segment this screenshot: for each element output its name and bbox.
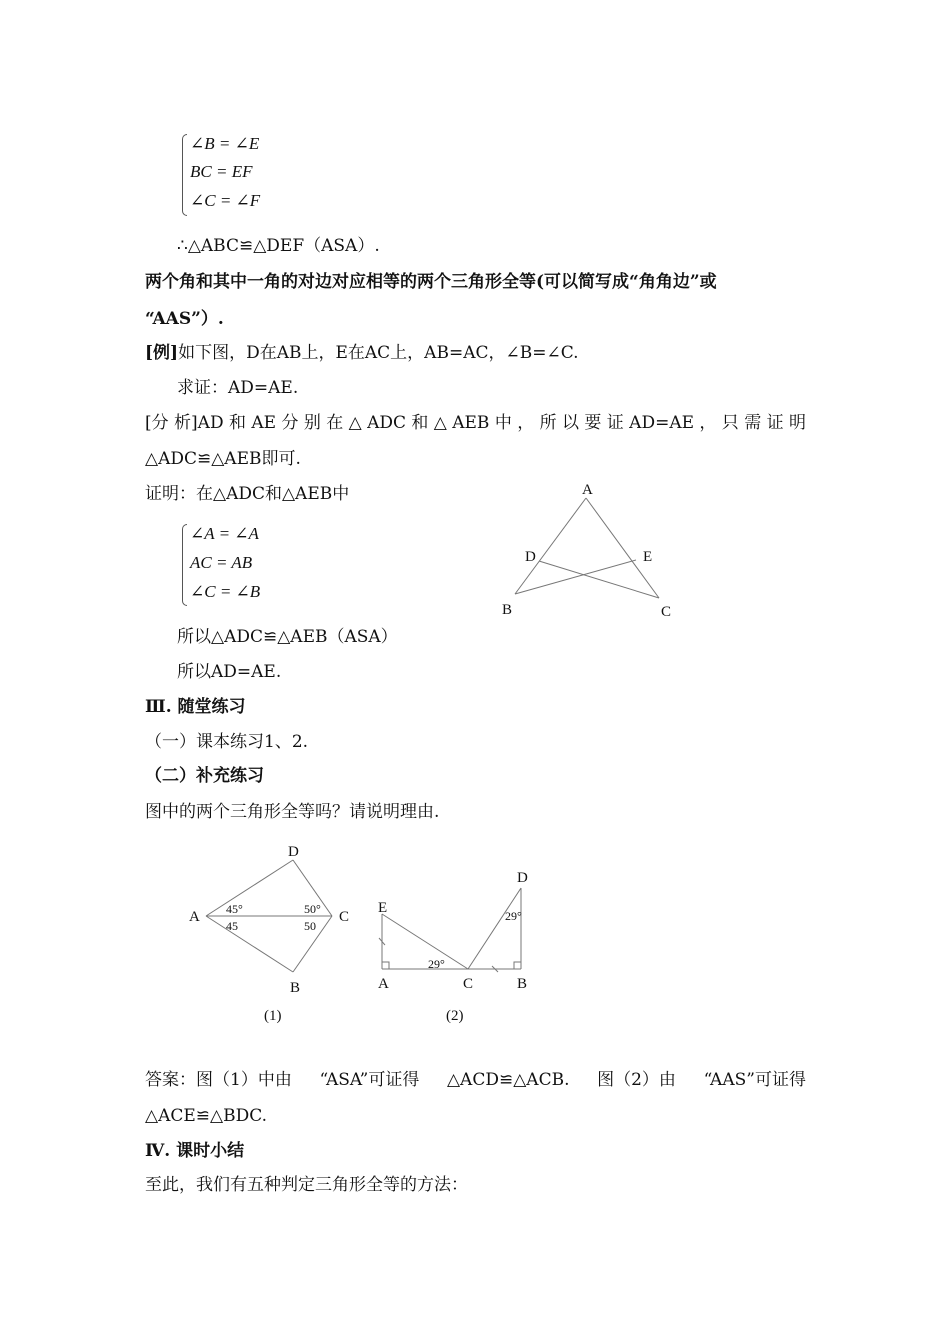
analysis-token: ， [517,413,535,433]
aas-rule-line2: “AAS”）. [145,309,224,329]
equation: ∠C = ∠B [190,582,261,601]
label-c: C [661,604,672,620]
angle-label: 29° [505,909,522,923]
summary-text: 至此，我们有五种判定三角形全等的方法： [145,1175,468,1195]
brace [182,134,187,216]
analysis-token: 明 [788,413,806,433]
practice-item: （一）课本练习1、2. [145,732,309,752]
analysis-token: AEB [452,413,490,433]
figure-caption: (1) [264,1008,282,1024]
example-text: 如下图，D在AB上，E在AC上，AB=AC，∠B=∠C. [178,343,579,363]
equation: ∠A = ∠A [190,524,259,543]
equation: BC = EF [190,162,253,181]
angle-label: 50° [304,902,321,916]
equation: ∠B = ∠E [190,134,260,153]
analysis-token: 别 [303,413,321,433]
aas-rule-line1: 两个角和其中一角的对边对应相等的两个三角形全等(可以简写成“角角边”或 [145,272,717,292]
example-line [145,342,579,364]
equation: AC = AB [190,553,253,572]
proof-conclusion: 所以△ADC≌△AEB（ASA） [177,627,398,647]
answer-line1 [145,1069,806,1091]
question: 图中的两个三角形全等吗？请说明理由. [145,802,440,822]
analysis-token: 只 [721,413,739,433]
answer-segment: “ASA”可证得 [319,1070,420,1090]
analysis-token: △ [433,413,447,433]
right-triangles-figure [370,862,540,1028]
label-b: B [290,980,301,996]
label-e: E [643,549,653,565]
label-c: C [339,909,350,925]
kite-figure [180,838,360,1028]
analysis-line1 [145,412,806,434]
answer-segment: 答案：图（1）中由 [145,1070,292,1090]
label-a: A [582,482,593,498]
analysis-token: [分 [145,413,169,433]
label-c: C [463,976,474,992]
triangle-figure-ade [490,478,690,626]
equation: ∠C = ∠F [190,191,261,210]
analysis-token: 所 [539,413,557,433]
analysis-token: 证 [766,413,784,433]
conclusion: ∴△ABC≌△DEF（ASA）. [177,236,380,256]
example-tag: [例] [145,343,179,363]
proof-intro: 证明：在△ADC和△AEB中 [145,484,350,504]
practice-item: （二）补充练习 [145,766,264,786]
section-title: Ⅳ. 课时小结 [145,1141,245,1161]
label-b: B [517,976,528,992]
angle-label: 45 [226,919,238,933]
figure-caption: (2) [446,1008,464,1024]
answer-segment: “AAS”可证得 [703,1070,806,1090]
prove-statement: 求证：AD=AE. [177,378,299,398]
answer-segment: △ACD≌△ACB. [446,1070,570,1090]
analysis-token: 以 [562,413,579,433]
analysis-token: 证 [606,413,624,433]
analysis-token: 分 [281,413,299,433]
angle-label: 45° [226,902,243,916]
section-title: Ⅲ. 随堂练习 [145,697,246,717]
answer-line2: △ACE≌△BDC. [145,1106,268,1126]
label-e: E [378,900,388,916]
label-d: D [517,870,528,886]
analysis-token: 析]AD [174,413,224,433]
proof-conclusion: 所以AD=AE. [177,662,282,682]
analysis-line2: △ADC≌△AEB即可. [145,449,301,469]
label-d: D [288,844,299,860]
label-b: B [502,602,513,618]
label-d: D [525,549,536,565]
analysis-token: ， [699,413,717,433]
brace [182,524,187,606]
analysis-token: 需 [744,413,762,433]
analysis-token: △ [348,413,362,433]
analysis-token: 和 [228,413,246,433]
analysis-token: 在 [326,413,344,433]
analysis-token: 和 [411,413,429,433]
analysis-token: AE [251,413,277,433]
analysis-token: AD=AE [629,413,695,433]
angle-label: 29° [428,957,445,971]
analysis-token: 中 [494,413,512,433]
label-a: A [378,976,389,992]
angle-label: 50 [304,919,316,933]
analysis-token: 要 [584,413,602,433]
analysis-token: ADC [367,413,406,433]
label-a: A [189,909,200,925]
answer-segment: 图（2）由 [597,1070,676,1090]
